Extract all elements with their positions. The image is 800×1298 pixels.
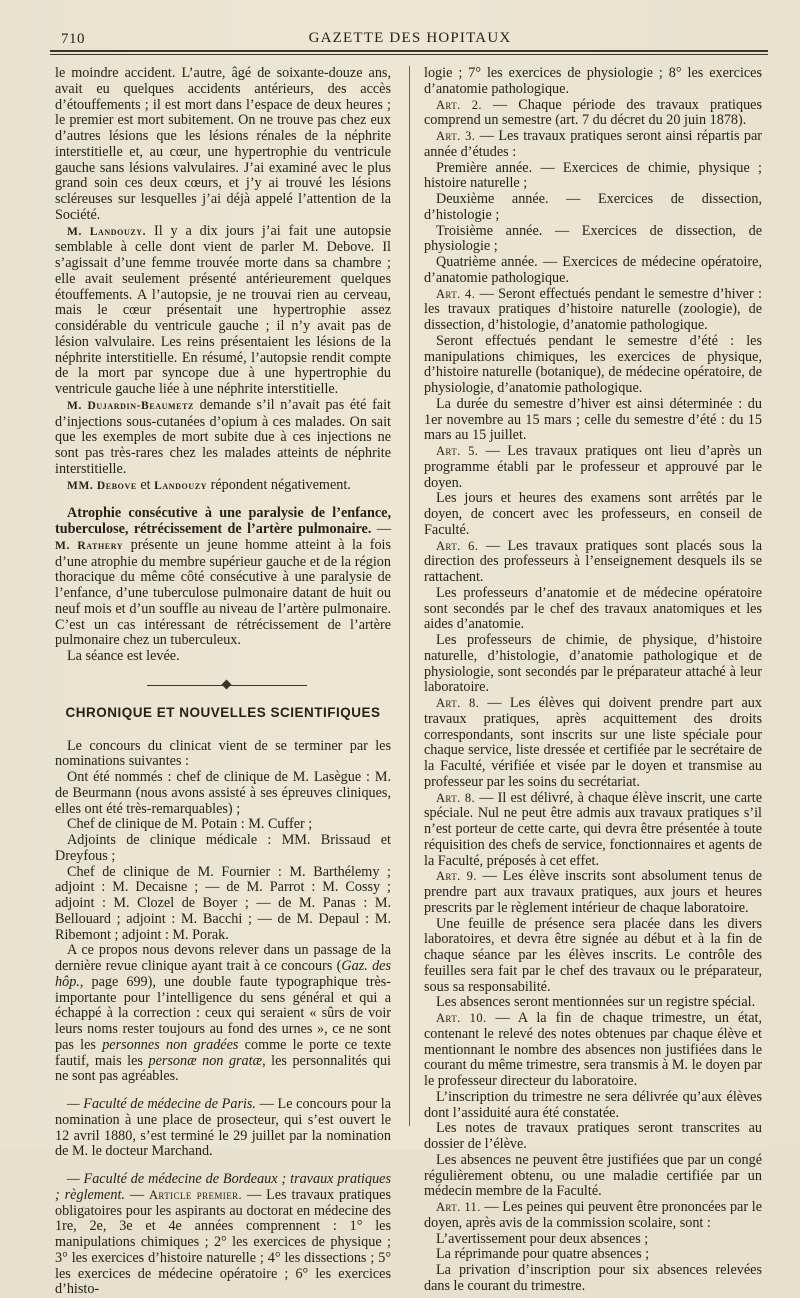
article-label: Article premier.: [149, 1187, 243, 1202]
paragraph: Deuxième année. — Exercices de dissection, d’histologie ;: [424, 191, 762, 223]
paragraph: Art. 3. — Les travaux pratiques seront ainsi répartis par année d’études :: [424, 128, 763, 160]
paragraph: Quatrième année. — Exercices de médecine opératoire, d’anatomie pathologique.: [424, 254, 762, 286]
column-divider: [409, 66, 410, 1126]
diamond-icon: [222, 679, 232, 689]
article-label: Art. 3.: [436, 129, 476, 143]
article-label: Art. 9.: [436, 869, 477, 884]
paragraph: Art. 8. — Les élèves qui doivent prendre part aux travaux pratiques, après acquittement des droits correspondants, sont inscrits sur une liste spéciale pour chaque service, liste dressée et certifiée par le secrétaire de la Faculté, vérifiée et visée par le doyen et transmise au professeur par les soins du secrétariat.: [424, 695, 762, 790]
italic-phrase: personæ non gratæ: [148, 1052, 263, 1069]
article-label: Art. 2.: [436, 97, 482, 112]
paragraph: Art. 6. — Les travaux pratiques sont placés sous la direction des professeurs à l’enseignement desquels ils se rattachent.: [424, 537, 762, 585]
paragraph: L’avertissement pour deux absences ;: [436, 1230, 649, 1247]
paragraph: MM. Debove et Landouzy répondent négativement.: [67, 476, 351, 493]
header-rule-thin: [50, 54, 768, 55]
paragraph: A ce propos nous devons relever dans un passage de la dernière revue clinique ayant trait à ce concours (Gaz. des hôp., page 699), une double faute typographique très-importante pour l’intelligence du sens général et qui a échappé à la correction : ceux qui seraient « sûrs de voir leurs noms rester toujours au fond des urnes », ce ne sont pas les personnes non gradées comme le porte ce texte fautif, mais les personæ non gratæ, les personnalités qui ne sont pas agréables.: [55, 942, 392, 1085]
paragraph-text: — Les travaux pratiques obligatoires pour les aspirants au doctorat en médecine des 1re, 2e, 3e et 4e années comprennent : 1° les manipulations chimiques ; 2° les exercices de physique ; 3° les exercices d’histoire naturelle ; 4° les dissections ; 5° les exercices de médecine opératoire ; 6° les exercices d’histo-: [55, 1186, 391, 1298]
paragraph-text: Il y a dix jours j’ai fait une autopsie semblable à celle dont vient de parler M. Debove. Il s’agissait d’une femme trouvée morte dans sa chambre ; elle avait seulement présenté antérieurement quelques étouffements. A l’autopsie, je ne trouvai rien au cerveau, mais le cœur présentait une hypertrophie assez considérable du ventricule gauche ; il n’y avait pas de lésion valvulaire. Les reins présentaient les lésions de la néphrite interstitielle. En résumé, l’autopsie rendit compte de la mort par syncope due à une hypertrophie du ventricule gauche liée à une néphrite interstitielle.: [55, 222, 391, 397]
paragraph: logie ; 7° les exercices de physiologie ; 8° les exercices d’anatomie pathologique.: [424, 65, 762, 97]
news-lead: — Faculté de médecine de Bordeaux ; travaux pratiques ; règlement.: [55, 1171, 391, 1203]
article-label: Art. 5.: [436, 444, 479, 458]
journal-title: GAZETTE DES HOPITAUX: [308, 30, 512, 46]
paragraph: Art. 8. — Il est délivré, à chaque élève inscrit, une carte spéciale. Nul ne peut être admis aux travaux pratiques s’il n’est porteur de cette carte, qui devra être présentée à toute réquisition des chefs de service, fonctionnaires et agents de la Faculté, préposés à cet effet.: [424, 789, 762, 869]
speaker-name: Landouzy: [154, 479, 208, 492]
left-column: [55, 66, 391, 1298]
paragraph: Les notes de travaux pratiques seront transcrites au dossier de l’élève.: [424, 1120, 762, 1152]
citation: Gaz. des hôp.: [55, 958, 391, 990]
paragraph: Chef de clinique de M. Fournier : M. Barthélemy ; adjoint : M. Decaisne ; — de M. Parrot : M. Cossy ; adjoint : M. Clozel de Boyer ; — de M. Panas : M. Bellouard ; adjoint : M. Bacchi ; — de M. Depaul : M. Ribemont ; adjoint : M. Porak.: [55, 863, 391, 943]
header-rule: [50, 50, 768, 52]
running-head: [55, 28, 765, 50]
paragraph: Atrophie consécutive à une paralysie de l’enfance, tuberculose, rétrécissement de l’artère pulmonaire. — M. Rathery présente un jeune homme atteint à la fois d’une atrophie du membre supérieur gauche et de la région thoracique du même côté consécutive à une paralysie de l’enfance, d’une tuberculose pulmonaire datant de huit ou neuf mois et d’un souffle au niveau de l’artère pulmonaire. C’est un cas intéressant de rétrécissement de l’artère pulmonaire chez un tuberculeux.: [55, 505, 391, 649]
paragraph: [55, 224, 391, 398]
speaker-name: MM. Debove: [67, 479, 137, 492]
article-label: Art. 8.: [436, 790, 476, 805]
article-label: Art. 8.: [436, 696, 480, 710]
paragraph: Les professeurs d’anatomie et de médecine opératoire sont secondés par le chef des travaux anatomiques et les aides d’anatomie.: [424, 584, 762, 633]
article-label: Art. 4.: [436, 286, 476, 301]
article-label: Art. 11.: [436, 1200, 481, 1214]
paragraph: Art. 2. — Chaque période des travaux pratiques comprend un semestre (art. 7 du décret du 20 juin 1878).: [424, 96, 762, 129]
article-label: Art. 6.: [436, 538, 479, 553]
paragraph: La privation d’inscription pour six absences relevées dans le courant du trimestre.: [424, 1262, 762, 1294]
paragraph: Troisième année. — Exercices de dissection, de physiologie ;: [424, 222, 762, 255]
paragraph: L’inscription du trimestre ne sera délivrée qu’aux élèves dont l’assiduité aura été constatée.: [424, 1088, 762, 1121]
paragraph: Art. 5. — Les travaux pratiques ont lieu d’après un programme établi par le professeur et approuvé par le doyen.: [424, 443, 762, 491]
paragraph-text: — Le concours pour la nomination à une place de prosecteur, qui s’est ouvert le 12 avril 1880, s’est terminé le 29 juillet par la nomination de M. le docteur Marchand.: [55, 1096, 391, 1160]
case-title: Atrophie consécutive à une paralysie de l’enfance, tuberculose, rétrécissement de l’artère pulmonaire.: [55, 505, 391, 537]
news-lead: — Faculté de médecine de Paris.: [67, 1096, 256, 1112]
paragraph: La durée du semestre d’hiver est ainsi déterminée : du 1er novembre au 15 mars ; celle du semestre d’été : du 15 mars au 15 juillet.: [424, 395, 762, 444]
paragraph: Chef de clinique de M. Potain : M. Cuffer ;: [67, 816, 313, 833]
speaker-name: M. Dujardin-Beaumetz: [67, 399, 194, 412]
speaker-name: M. Landouzy.: [67, 225, 147, 238]
paragraph: le moindre accident. L’autre, âgé de soixante-douze ans, avait eu quelques accidents antérieurs, des accès d’étouffements ; il est mort dans l’espace de deux heures ; le premier est mort subitement. On ne trouve pas chez eux d’autres lésions que les lésions rénales de la néphrite interstitielle et, au cœur, une hypertrophie du ventricule gauche sans lésions valvulaires. J’ai examiné avec le plus grand soin ces deux cœurs, et j’y ai trouvé les lésions scléreuses sur lesquelles j’ai déjà appelé l’attention de la Société.: [55, 65, 391, 223]
paragraph: Art. 10. — A la fin de chaque trimestre, un état, contenant le relevé des notes obtenues par chaque élève et mentionnant le nombre des absences non justifiées dans le courant du même trimestre, sera transmis à M. le doyen par le professeur directeur du laboratoire.: [424, 1010, 763, 1089]
paragraph: — Faculté de médecine de Bordeaux ; travaux pratiques ; règlement. — Article premier. — Les travaux pratiques obligatoires pour les aspirants au doctorat en médecine des 1re, 2e, 3e et 4e années comprennent : 1° les manipulations chimiques ; 2° les exercices de physique ; 3° les exercices d’histoire naturelle ; 4° les dissections ; 5° les exercices de médecine opératoire ; 6° les exercices d’histo-: [55, 1171, 391, 1298]
article-label: Art. 10.: [436, 1011, 487, 1025]
paragraph: Ont été nommés : chef de clinique de M. Lasègue : M. de Beurmann (nous avons assisté à ses épreuves cliniques, elles ont été très-remarquables) ;: [55, 769, 391, 817]
paragraph: [55, 1097, 391, 1160]
paragraph: La réprimande pour quatre absences ;: [436, 1246, 650, 1263]
italic-phrase: personnes non gradées: [102, 1036, 239, 1053]
paragraph: Première année. — Exercices de chimie, physique ; histoire naturelle ;: [424, 159, 762, 192]
paragraph: Une feuille de présence sera placée dans les divers laboratoires, et devra être signée au début et à la fin de chaque séance par les élèves inscrits. Le contrôle des feuilles sera fait par le chef des travaux ou le préparateur, sous sa responsabilité.: [424, 915, 762, 995]
paragraph: Les absences seront mentionnées sur un registre spécial.: [436, 994, 756, 1011]
paragraph: Les jours et heures des examens sont arrêtés par le doyen, de concert avec les professeurs, en conseil de Faculté.: [424, 490, 762, 538]
speaker-name: M. Rathery: [55, 539, 124, 552]
paragraph: Adjoints de clinique médicale : MM. Brissaud et Dreyfous ;: [55, 832, 391, 864]
section-ornament: [55, 679, 391, 693]
paragraph: Le concours du clinicat vient de se terminer par les nominations suivantes :: [55, 737, 391, 770]
right-column: [424, 66, 762, 1295]
section-title: CHRONIQUE ET NOUVELLES SCIENTIFIQUES: [65, 704, 381, 720]
paragraph-text: demande s’il n’avait pas été fait d’injections sous-cutanées d’opium à ces malades. On sait que les exemples de mort subite due à ces injections ne sont pas très-rares chez les malades atteints de néphrite interstitielle.: [55, 396, 391, 477]
page-number: 710: [61, 31, 85, 47]
paragraph: Seront effectués pendant le semestre d’été : les manipulations chimiques, les exercices de physique, d’histoire naturelle (botanique), de médecine opératoire, de physiologie, d’anatomie pathologique.: [424, 332, 762, 396]
paragraph: La séance est levée.: [67, 648, 180, 664]
paragraph: Art. 4. — Seront effectués pendant le semestre d’hiver : les travaux pratiques d’histoire naturelle (zoologie), de dissection, d’histologie, d’anatomie pathologique.: [424, 285, 762, 333]
paragraph: Art. 9. — Les élève inscrits sont absolument tenus de prendre part aux travaux pratiques, aux jours et heures prescrits par le règlement intérieur de chaque laboratoire.: [424, 868, 762, 916]
paragraph-text: présente un jeune homme atteint à la fois d’une atrophie du membre supérieur gauche et de la région thoracique du même côté consécutive à une paralysie de l’enfance, d’une tuberculose pulmonaire datant de huit ou neuf mois et d’un souffle au niveau de l’artère pulmonaire. C’est un cas intéressant de rétrécissement de l’artère pulmonaire chez un tuberculeux.: [55, 536, 391, 649]
paragraph: Les absences ne peuvent être justifiées que par un congé régulièrement obtenu, ou une maladie certifiée par un médecin membre de la Faculté.: [424, 1151, 762, 1200]
paragraph: [55, 398, 391, 478]
paragraph: Art. 11. — Les peines qui peuvent être prononcées par le doyen, après avis de la commission scolaire, sont :: [424, 1199, 762, 1231]
paragraph: Les professeurs de chimie, de physique, d’histoire naturelle, d’histologie, d’anatomie pathologique et de physiologie, sont secondés par le préparateur attaché à leur laboratoire.: [424, 632, 762, 696]
paragraph-text: répondent négativement.: [207, 476, 351, 493]
